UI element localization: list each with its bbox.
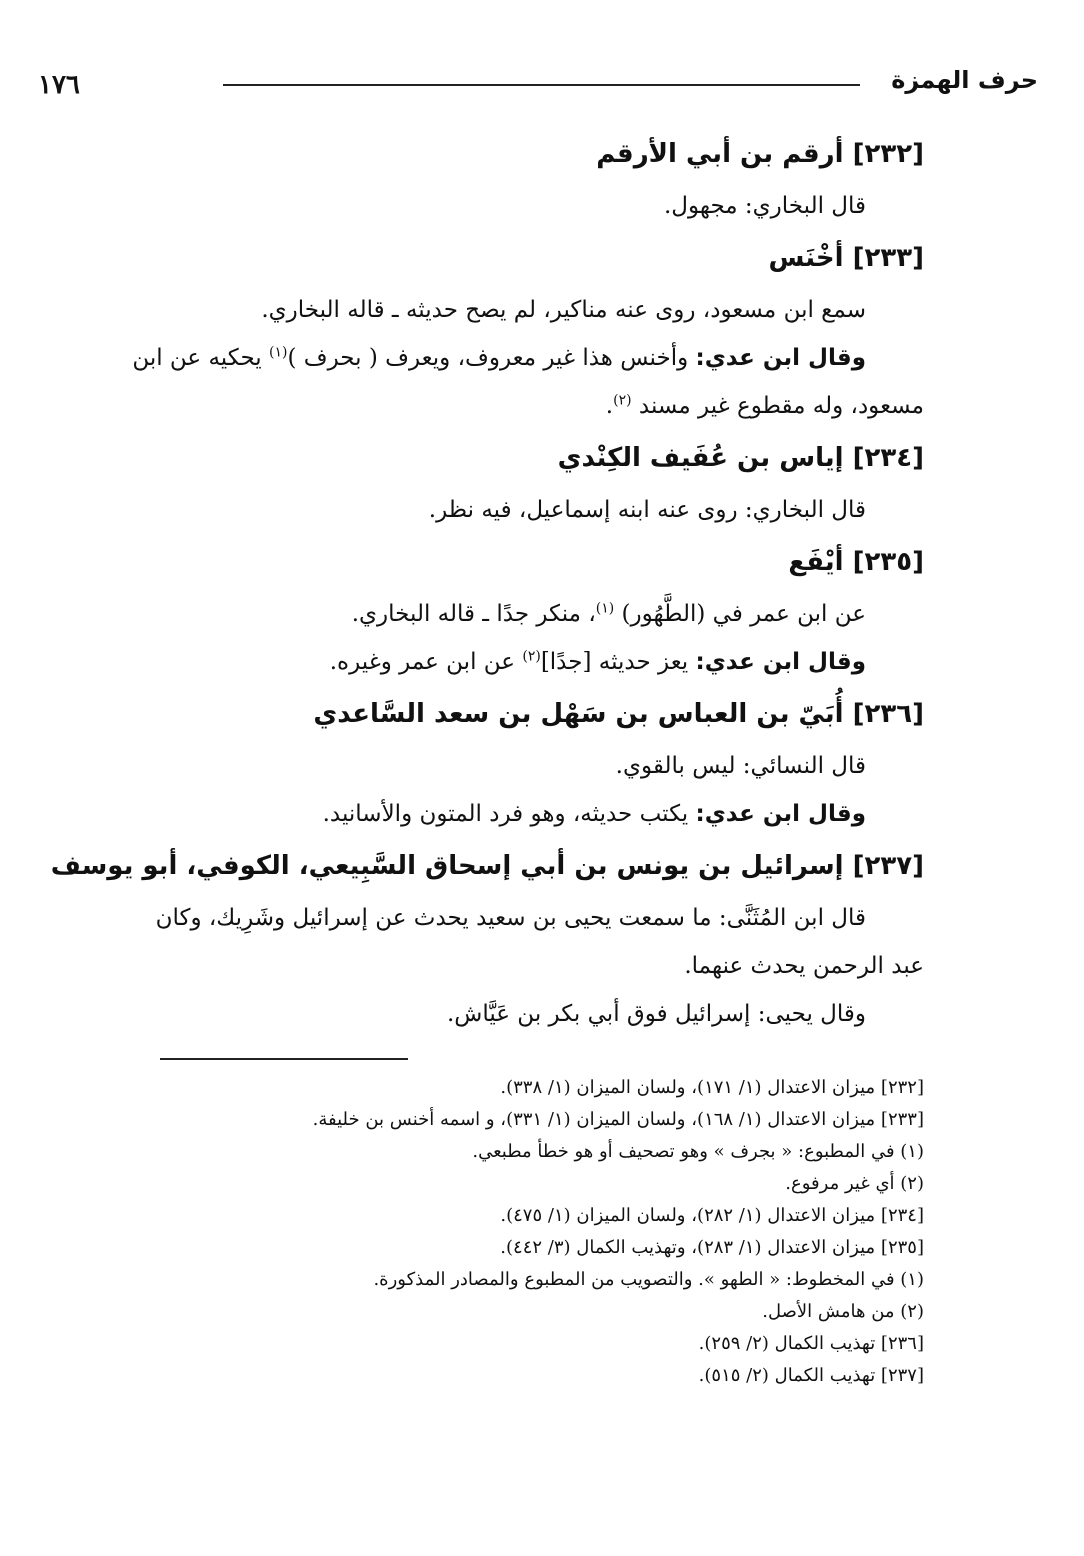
text-line: وقال يحيى: إسرائيل فوق أبي بكر بن عَيَّاش. — [446, 1001, 866, 1027]
text-line: قال البخاري: مجهول. — [663, 193, 866, 219]
text-line: قال ابن المُثَنَّى: ما سمعت يحيى بن سعيد يحدث عن إسرائيل وشَرِيك، وكان — [155, 905, 866, 931]
footnote-ref: (١) — [269, 344, 288, 361]
text-line: وقال ابن عدي: وأخنس هذا غير معروف، ويعرف ( بحرف )$^{(١)}$ يحكيه عن ابن — [132, 344, 866, 371]
speaker-lead: وقال ابن عدي: — [695, 345, 866, 371]
speaker-lead: وقال ابن عدي: — [695, 649, 866, 675]
entry-name: أُبَيّ بن العباس بن سَهْل بن سعد السَّاعدي — [313, 699, 844, 729]
running-title: حرف الهمزة — [891, 66, 1038, 94]
footnote: (١) في المطبوع: « بجرف » وهو تصحيف أو هو خطأ مطبعي. — [472, 1141, 924, 1162]
footnote: [٢٣٢] ميزان الاعتدال (١/ ١٧١)، ولسان الميزان (١/ ٣٣٨). — [500, 1077, 924, 1098]
entry-number: [٢٣٦] — [852, 699, 924, 729]
entry-heading — [45, 686, 924, 742]
text-line: قال البخاري: روى عنه ابنه إسماعيل، فيه نظر. — [428, 497, 866, 523]
footnote-ref: (٢) — [522, 648, 541, 665]
footnote: [٢٣٦] تهذيب الكمال (٢/ ٢٥٩). — [698, 1333, 924, 1354]
entry-number: [٢٣٢] — [852, 139, 924, 169]
footnote-ref: (١) — [595, 600, 615, 617]
footnote: (١) في المخطوط: « الطهو ». والتصويب من المطبوع والمصادر المذكورة. — [373, 1269, 924, 1290]
text-line: وقال ابن عدي: يكتب حديثه، وهو فرد المتون والأسانيد. — [322, 801, 866, 827]
entry-number: [٢٣٤] — [852, 443, 924, 473]
entry-name: إياس بن عُفَيف الكِنْدي — [557, 443, 844, 473]
footnote: (٢) من هامش الأصل. — [762, 1301, 924, 1322]
footnote: [٢٣٣] ميزان الاعتدال (١/ ١٦٨)، ولسان الميزان (١/ ٣٣١)، و اسمه أخنس بن خليفة. — [312, 1109, 924, 1130]
entry-name: أرقم بن أبي الأرقم — [596, 139, 844, 169]
page-number: ١٧٦ — [38, 70, 80, 100]
text-line: عبد الرحمن يحدث عنهما. — [684, 953, 924, 979]
entry-heading — [45, 838, 924, 894]
text-line: وقال ابن عدي: يعز حديثه [جدًا]$^{(٢)}$ عن ابن عمر وغيره. — [329, 648, 866, 675]
entry-number: [٢٣٧] — [852, 851, 924, 881]
footnote-ref: (٢) — [613, 392, 632, 409]
footnote: (٢) أي غير مرفوع. — [785, 1173, 924, 1194]
text-line: مسعود، وله مقطوع غير مسند $^{(٢)}$. — [605, 392, 924, 419]
entry-number: [٢٣٣] — [852, 243, 924, 273]
entry-heading — [45, 430, 924, 486]
footnotes-separator — [160, 1058, 408, 1060]
text-line: عن ابن عمر في (الطَّهُور) $^{(١)}$، منكر جدًا ـ قاله البخاري. — [351, 600, 866, 627]
page-header — [38, 66, 1038, 106]
speaker-lead: وقال ابن عدي: — [695, 801, 866, 827]
entry-name: أخْنَس — [768, 243, 844, 273]
entry-number: [٢٣٥] — [852, 547, 924, 577]
entry-heading — [45, 126, 924, 182]
footnote: [٢٣٥] ميزان الاعتدال (١/ ٢٨٣)، وتهذيب الكمال (٣/ ٤٤٢). — [500, 1237, 924, 1258]
footnote: [٢٣٧] تهذيب الكمال (٢/ ٥١٥). — [698, 1365, 924, 1386]
header-rule — [223, 84, 860, 86]
entry-name: أيْفَع — [788, 547, 844, 577]
text-line: سمع ابن مسعود، روى عنه مناكير، لم يصح حديثه ـ قاله البخاري. — [261, 297, 866, 323]
footnotes — [40, 1072, 924, 1392]
entry-name: إسرائيل بن يونس بن أبي إسحاق السَّبِيعي، الكوفي، أبو يوسف — [50, 851, 844, 881]
entry-heading — [45, 230, 924, 286]
footnote: [٢٣٤] ميزان الاعتدال (١/ ٢٨٢)، ولسان الميزان (١/ ٤٧٥). — [500, 1205, 924, 1226]
text-line: قال النسائي: ليس بالقوي. — [615, 753, 866, 779]
main-text — [45, 126, 924, 1038]
entry-heading — [45, 534, 924, 590]
